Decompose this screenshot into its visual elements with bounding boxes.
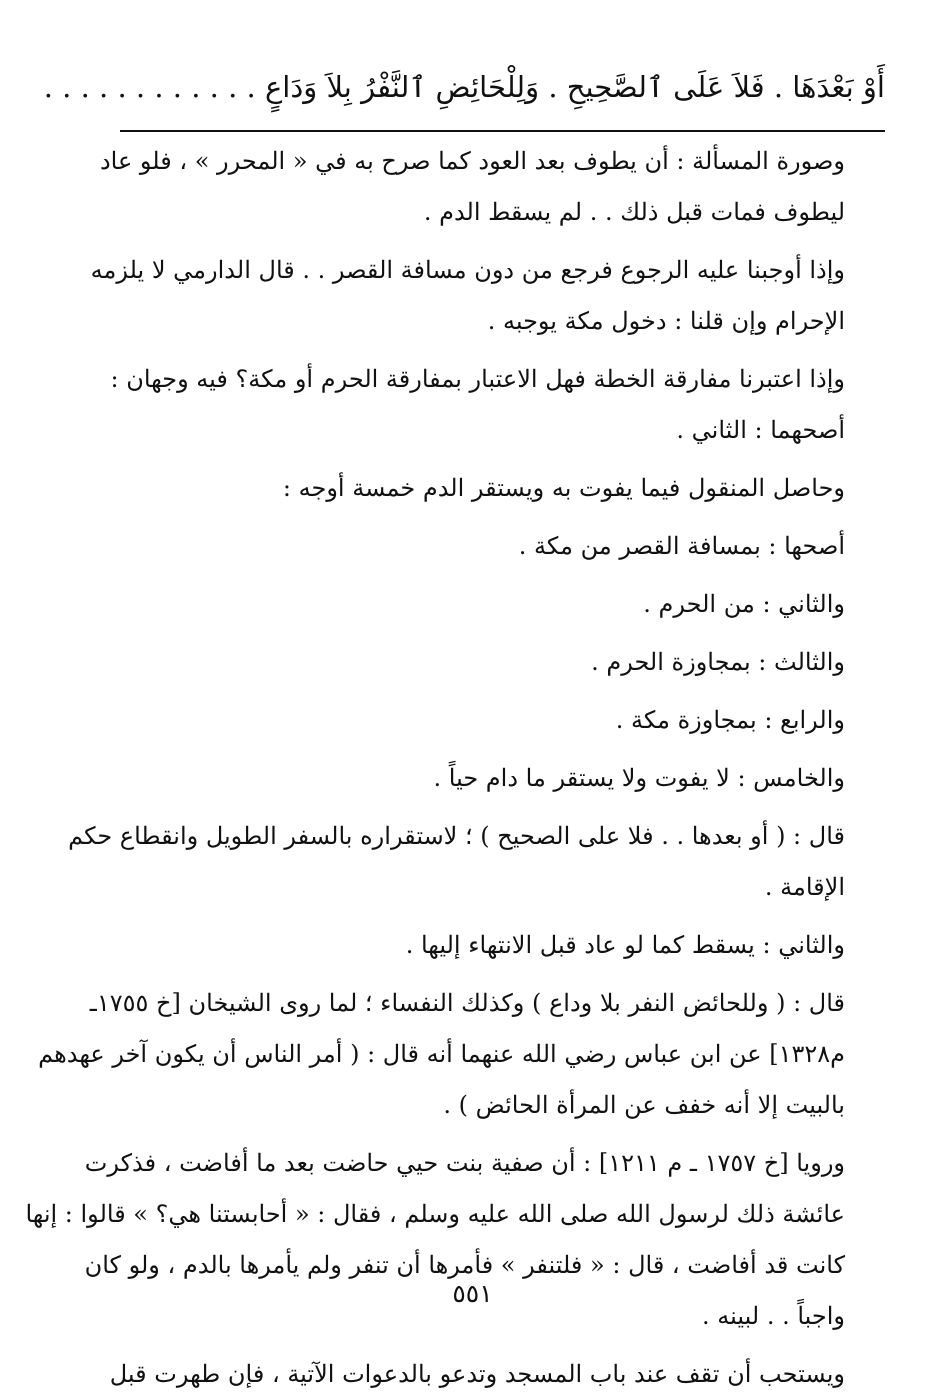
paragraph-2-line-2: الإحرام وإن قلنا : دخول مكة يوجبه .	[487, 307, 845, 335]
paragraph-5-line-1: أصحها : بمسافة القصر من مكة .	[518, 532, 845, 560]
paragraph-10-line-2: الإقامة .	[764, 873, 845, 901]
paragraph-1-line-2: ليطوف فمات قبل ذلك . . لم يسقط الدم .	[423, 198, 845, 226]
paragraph-10	[68, 811, 845, 913]
paragraph-4	[105, 463, 845, 514]
paragraph-8-line-1: والرابع : بمجاوزة مكة .	[615, 706, 845, 734]
paragraph-5	[105, 521, 845, 572]
paragraph-13-line-1: ورويا [خ ١٧٥٧ ـ م ١٢١١] : أن صفية بنت حيي حاضت بعد ما أفاضت ، فذكرت	[84, 1149, 845, 1177]
paragraph-1	[99, 136, 845, 238]
paragraph-4-line-1: وحاصل المنقول فيما يفوت به ويستقر الدم خمسة أوجه :	[282, 474, 845, 502]
paragraph-3-line-2: أصحهما : الثاني .	[676, 416, 845, 444]
paragraph-14-line-1: ويستحب أن تقف عند باب المسجد وتدعو بالدعوات الآتية ، فإن طهرت قبل	[109, 1360, 845, 1388]
running-header	[43, 60, 885, 114]
paragraph-8	[105, 695, 845, 746]
paragraph-6	[105, 579, 845, 630]
paragraph-2	[90, 245, 845, 347]
page-number: ٥٥١	[452, 1279, 493, 1308]
paragraph-10-line-1: قال : ( أو بعدها . . فلا على الصحيح ) ؛ لاستقراره بالسفر الطويل وانقطاع حكم	[68, 822, 845, 850]
paragraph-12-line-3: بالبيت إلا أنه خفف عن المرأة الحائض ) .	[443, 1091, 845, 1119]
paragraph-6-line-1: والثاني : من الحرم .	[643, 590, 845, 618]
paragraph-12-line-1: قال : ( وللحائض النفر بلا وداع ) وكذلك النفساء ؛ لما روى الشيخان [خ ١٧٥٥ـ	[89, 989, 845, 1017]
paragraph-3	[105, 354, 845, 456]
paragraph-13-line-2: عائشة ذلك لرسول الله صلى الله عليه وسلم ، فقال : « أحابستنا هي؟ » قالوا : إنها	[25, 1200, 845, 1228]
paragraph-1-line-1: وصورة المسألة : أن يطوف بعد العود كما صرح به في « المحرر » ، فلو عاد	[99, 147, 845, 175]
header-rule	[120, 130, 885, 132]
paragraph-9-line-1: والخامس : لا يفوت ولا يستقر ما دام حياً .	[433, 764, 845, 792]
paragraph-13-line-3: كانت قد أفاضت ، قال : « فلتنفر » فأمرها أن تنفر ولم يأمرها بالدم ، ولو كان	[84, 1251, 845, 1279]
paragraph-9	[105, 753, 845, 804]
paragraph-14	[105, 1349, 845, 1400]
paragraph-11	[105, 920, 845, 971]
paragraph-13	[25, 1138, 845, 1342]
paragraph-7-line-1: والثالث : بمجاوزة الحرم .	[591, 648, 845, 676]
page-body	[25, 136, 845, 1400]
paragraph-13-line-4: واجباً . . لبينه .	[702, 1302, 845, 1330]
paragraph-12-line-2: م١٣٢٨] عن ابن عباس رضي الله عنهما أنه قال : ( أمر الناس أن يكون آخر عهدهم	[38, 1040, 845, 1068]
paragraph-7	[105, 637, 845, 688]
paragraph-3-line-1: وإذا اعتبرنا مفارقة الخطة فهل الاعتبار بمفارقة الحرم أو مكة؟ فيه وجهان :	[110, 365, 845, 393]
paragraph-12	[38, 978, 845, 1131]
header-text: أَوْ بَعْدَهَا . فَلاَ عَلَى ٱلصَّحِيحِ . وَلِلْحَائِضِ ٱلنَّفْرُ بِلاَ وَدَاعٍ . . . . . . . . . . . .	[43, 70, 885, 104]
paragraph-2-line-1: وإذا أوجبنا عليه الرجوع فرجع من دون مسافة القصر . . قال الدارمي لا يلزمه	[90, 256, 845, 284]
paragraph-11-line-1: والثاني : يسقط كما لو عاد قبل الانتهاء إليها .	[405, 931, 845, 959]
